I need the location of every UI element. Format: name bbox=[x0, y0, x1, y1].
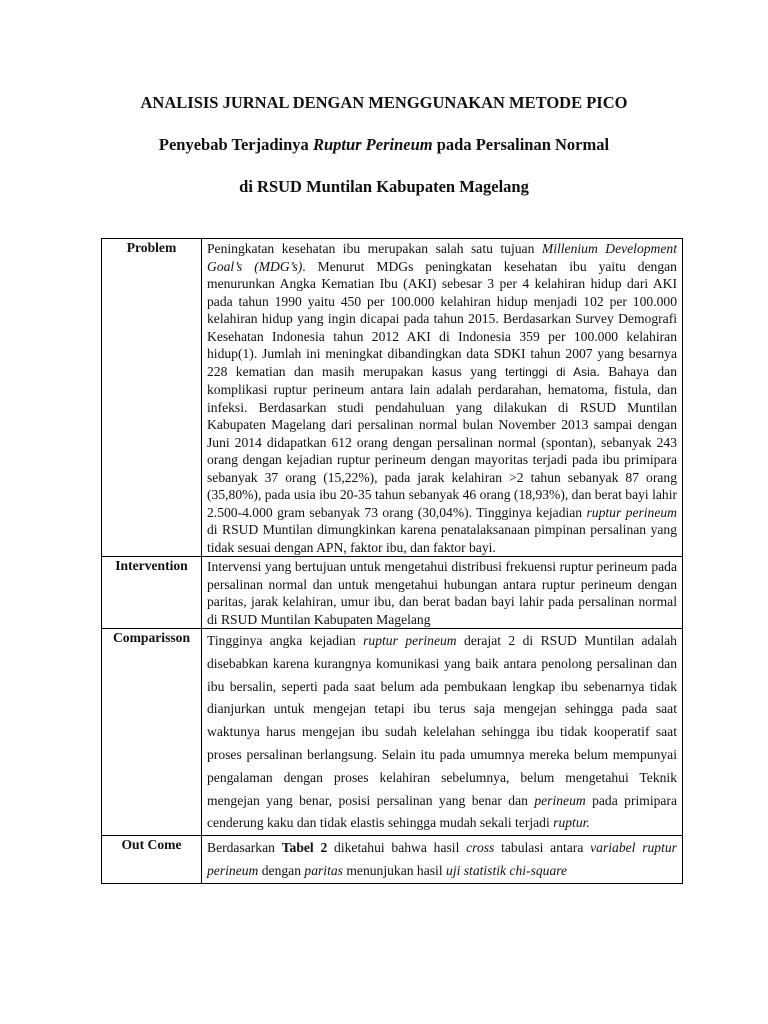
problem-text-5: . Bahaya dan komplikasi ruptur perineum antara lain adalah perdarahan, hematoma, fistula, dan infeksi. Berdasarkan studi pendahuluan yang dilakukan di RSUD Muntilan Kabupaten Magelang dari persalinan normal bulan November 2013 sampai dengan Juni 2014 didapatkan 612 orang dengan persalinan normal (spontan), sebanyak 243 orang dengan kejadian ruptur perineum dengan mayoritas terjadi pada ibu primipara sebanyak 37 orang (15,22%), pada jarak kelahiran >2 tahun sebanyak 87 orang (35,80%), pada usia ibu 20-35 tahun sebanyak 46 orang (18,93%), dan berat bayi lahir 2.500-4.000 gram sebanyak 73 orang (30,04%). Tingginya kejadian bbox=[207, 363, 678, 520]
comparison-label: Comparisson bbox=[102, 629, 202, 836]
pico-row-problem bbox=[102, 239, 683, 557]
intervention-content: Intervensi yang bertujuan untuk mengetahui distribusi frekuensi ruptur perineum pada persalinan normal dan untuk mengetahui hubungan antara ruptur perineum dengan paritas, jarak kelahiran, umur ibu, dan berat badan bayi lahir pada persalinan normal di RSUD Muntilan Kabupaten Magelang bbox=[202, 557, 683, 629]
comparison-text-3: derajat 2 di RSUD Muntilan adalah disebabkan karena kurangnya komunikasi yang baik antara penolong persalinan dan ibu bersalin, seperti pada saat belum ada pembukaan lengkap ibu sebenarnya tidak dianjurkan untuk mengejan tetapi ibu terus saja mengejan sehingga pada saat waktunya harus mengejan ibu sudah kelelahan sehingga ibu tidak kooperatif saat proses persalinan berlangsung. Selain itu pada umumnya mereka belum mempunyai pengalaman dengan proses kelahiran sebelumnya, belum mengetahui Teknik mengejan yang benar, posisi persalinan yang benar dan bbox=[207, 633, 677, 808]
subtitle-text-italic: Ruptur Perineum bbox=[312, 135, 433, 154]
problem-label: Problem bbox=[102, 239, 202, 557]
comparison-text-ruptur-end: ruptur. bbox=[553, 815, 590, 831]
comparison-text-5: pada primipara cenderung kaku dan tidak elastis sehingga mudah sekali terjadi bbox=[207, 792, 677, 831]
outcome-text-variabel: variabel ruptur perineum bbox=[207, 840, 677, 878]
outcome-text-5: tabulasi antara bbox=[494, 840, 591, 856]
outcome-text-uji: uji statistik chi-square bbox=[446, 862, 568, 878]
outcome-content bbox=[202, 836, 683, 884]
problem-text-mdg: Millenium Development Goal’s (MDG’s) bbox=[207, 241, 677, 274]
subtitle-text-after: pada Persalinan Normal bbox=[432, 135, 610, 154]
problem-text-asia: tertinggi di Asia bbox=[505, 364, 597, 379]
pico-table bbox=[101, 238, 683, 884]
pico-row-outcome bbox=[102, 836, 683, 884]
problem-text-3: . Menurut MDGs peningkatan kesehatan ibu yaitu dengan menurunkan Angka Kematian Ibu (AKI) sebesar 3 per 4 kelahiran hidup dari AKI pada tahun 1990 yaitu 450 per 100.000 kelahiran hidup menjadi 102 per 100.000 kelahiran hidup yang ingin dicapai pada tahun 2015. Berdasarkan Survey Demografi Kesehatan Indonesia tahun 2012 AKI di Indonesia 359 per 100.000 kelahiran hidup(1). Jumlah ini meningkat dibandingkan data SDKI tahun 2007 yang besarnya 228 kematian dan masih merupakan kasus yang bbox=[207, 258, 677, 379]
comparison-text-ruptur: ruptur perineum bbox=[363, 633, 457, 648]
outcome-text-tabel: Tabel 2 bbox=[281, 840, 328, 856]
document-subtitle-line1 bbox=[0, 135, 768, 155]
comparison-text-1: Tingginya angka kejadian bbox=[207, 633, 364, 648]
pico-row-comparison bbox=[102, 629, 683, 836]
outcome-text-cross: cross bbox=[466, 840, 495, 856]
outcome-text-7: dengan bbox=[258, 862, 305, 878]
comparison-content bbox=[202, 629, 683, 836]
outcome-text-paritas: paritas bbox=[304, 862, 343, 878]
problem-text-1: Peningkatan kesehatan ibu merupakan salah satu tujuan bbox=[207, 241, 542, 256]
problem-content bbox=[202, 239, 683, 557]
problem-text-7: di RSUD Muntilan dimungkinkan karena penatalaksanaan pimpinan persalinan yang tidak sesuai dengan APN, faktor ibu, dan faktor bayi. bbox=[207, 522, 677, 555]
problem-text-ruptur: ruptur perineum bbox=[586, 504, 677, 520]
outcome-text-1: Berdasarkan bbox=[207, 840, 282, 856]
subtitle-text-before: Penyebab Terjadinya bbox=[158, 135, 313, 154]
outcome-label: Out Come bbox=[102, 836, 202, 884]
document-subtitle-line2: di RSUD Muntilan Kabupaten Magelang bbox=[239, 177, 529, 196]
comparison-text-perineum: perineum bbox=[534, 792, 586, 808]
outcome-text-9: menunjukan hasil bbox=[342, 862, 447, 878]
pico-row-intervention bbox=[102, 557, 683, 629]
document-title: ANALISIS JURNAL DENGAN MENGGUNAKAN METODE PICO bbox=[140, 93, 628, 112]
intervention-label: Intervention bbox=[102, 557, 202, 629]
outcome-text-3: diketahui bahwa hasil bbox=[327, 840, 467, 856]
